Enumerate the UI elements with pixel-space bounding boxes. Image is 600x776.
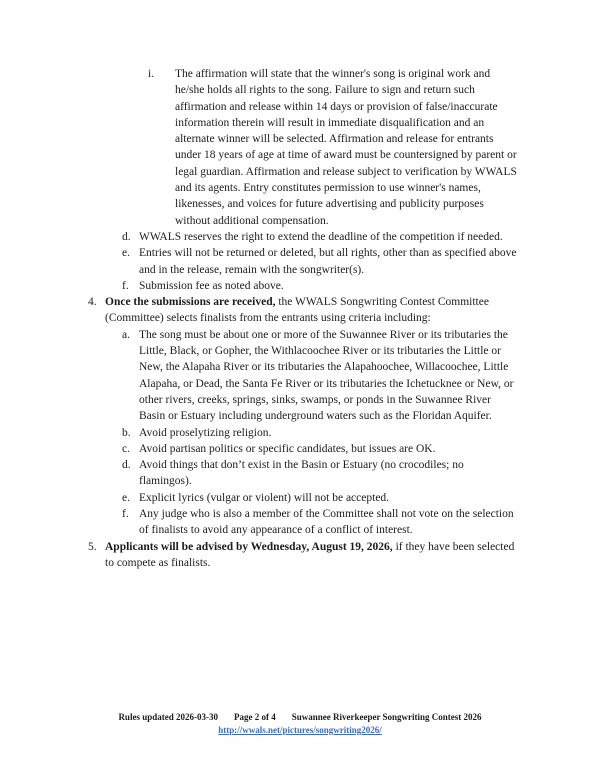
list-marker: e. (122, 247, 130, 260)
footer-info-line (0, 711, 600, 723)
document-line: Explicit lyrics (vulgar or violent) will not be accepted. (139, 491, 390, 504)
list-item-text (139, 245, 548, 278)
footer-rules-updated: Rules updated 2026-03-30 (118, 712, 218, 722)
document-line: (Committee) selects finalists from the entrants using criteria including: (105, 312, 431, 325)
list-item-text (139, 229, 548, 245)
list-marker: e. (122, 491, 130, 504)
list-item (122, 278, 548, 294)
document-line: Once the submissions are received, the WWALS Songwriting Contest Committee (105, 296, 489, 309)
list-item (122, 490, 548, 506)
list-marker: d. (122, 459, 131, 472)
list-item (148, 66, 548, 229)
document-line: legal guardian. Affirmation and release subject to verification by WWALS (175, 165, 517, 178)
document-line: without additional compensation. (175, 214, 329, 227)
document-line: information therein will result in immediate disqualification and an (175, 116, 485, 129)
list-item-text (139, 327, 548, 425)
document-line: The song must be about one or more of the Suwannee River or its tributaries the (139, 328, 508, 341)
list-item-text (175, 66, 548, 229)
list-item (122, 327, 548, 425)
document-line: Applicants will be advised by Wednesday, August 19, 2026, if they have been selected (105, 540, 515, 553)
document-line: of finalists to avoid any appearance of a conflict of interest. (139, 524, 413, 537)
document-line: Avoid proselytizing religion. (139, 426, 272, 439)
document-line: likenesses, and voices for future advertising and publicity purposes (175, 198, 484, 211)
list-item-text (105, 294, 548, 327)
document-line: New, the Alapaha River or its tributaries the Alapahoochee, Willacoochee, Little (139, 361, 509, 374)
document-line: Submission fee as noted above. (139, 279, 284, 292)
list-marker: b. (122, 426, 131, 439)
list-item (122, 506, 548, 539)
document-line: Alapaha, or Dead, the Santa Fe River or its tributaries the Ichetucknee or New, or (139, 377, 514, 390)
list-item (122, 425, 548, 441)
list-item (88, 539, 548, 572)
document-line: flamingos). (139, 475, 192, 488)
document-line: alternate winner will be selected. Affirmation and release for entrants (175, 133, 494, 146)
list-item (122, 457, 548, 490)
list-marker: a. (122, 328, 130, 341)
list-marker: c. (122, 442, 130, 455)
page-footer (0, 711, 600, 736)
list-item (122, 441, 548, 457)
list-marker: 5. (88, 540, 97, 553)
document-line: Avoid partisan politics or specific candidates, but issues are OK. (139, 442, 436, 455)
document-list (88, 66, 548, 571)
document-line: to compete as finalists. (105, 556, 211, 569)
document-line: Avoid things that don’t exist in the Basin or Estuary (no crocodiles; no (139, 459, 464, 472)
list-item-text (105, 539, 548, 572)
document-line: and its agents. Entry constitutes permission to use winner's names, (175, 182, 481, 195)
list-marker: f. (122, 508, 129, 521)
document-line: he/she holds all rights to the song. Failure to sign and return such (175, 84, 475, 97)
document-line: WWALS reserves the right to extend the deadline of the competition if needed. (139, 230, 503, 243)
document-line: The affirmation will state that the winner's song is original work and (175, 68, 491, 80)
document-line: other rivers, creeks, springs, sinks, swamps, or ponds in the Suwannee River (139, 393, 491, 406)
footer-contest-title: Suwannee Riverkeeper Songwriting Contest 2026 (291, 712, 482, 722)
list-marker: i. (148, 68, 155, 80)
document-line: Little, Black, or Gopher, the Withlacoochee River or its tributaries the Little or (139, 345, 501, 358)
list-item-text (139, 425, 548, 441)
document-line: affirmation and release within 14 days or provision of false/inaccurate (175, 100, 498, 113)
list-item (122, 245, 548, 278)
document-line: and in the release, remain with the songwriter(s). (139, 263, 365, 276)
document-line: under 18 years of age at time of award must be countersigned by parent or (175, 149, 517, 162)
list-marker: 4. (88, 296, 97, 309)
list-item-text (139, 490, 548, 506)
footer-page-number: Page 2 of 4 (233, 712, 276, 722)
footer-link[interactable]: http://wwals.net/pictures/songwriting2026/ (218, 725, 382, 735)
list-item (88, 294, 548, 327)
list-item-text (139, 441, 548, 457)
document-line: Any judge who is also a member of the Committee shall not vote on the selection (139, 508, 514, 521)
list-item-text (139, 506, 548, 539)
list-marker: d. (122, 230, 131, 243)
list-item-text (139, 278, 548, 294)
document-line: Entries will not be returned or deleted, but all rights, other than as specified above (139, 247, 517, 260)
document-line: Basin or Estuary including underground waters such as the Floridan Aquifer. (139, 410, 492, 423)
list-item-text (139, 457, 548, 490)
footer-link-line (0, 724, 600, 736)
list-item (122, 229, 548, 245)
list-marker: f. (122, 279, 129, 292)
